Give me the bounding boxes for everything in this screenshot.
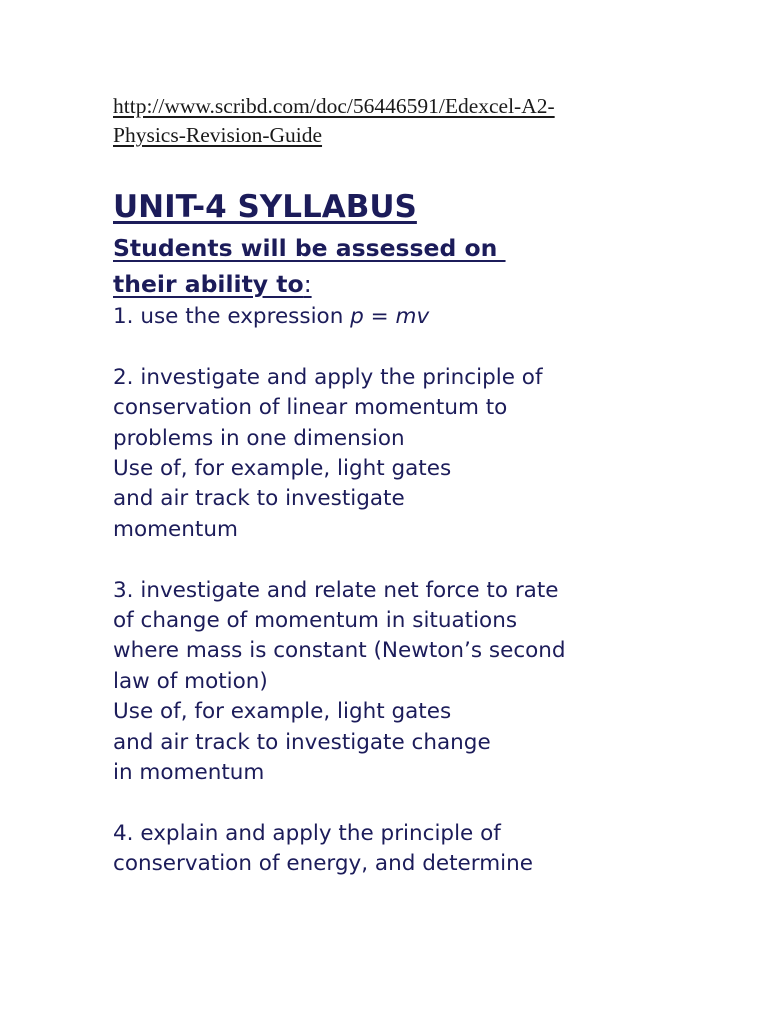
- item-3-line-6: and air track to investigate change: [113, 729, 491, 755]
- source-link-line-1[interactable]: http://www.scribd.com/doc/56446591/Edexcel-A2-: [113, 94, 555, 118]
- item-2-line-5: and air track to investigate: [113, 486, 405, 512]
- item-1: [113, 302, 753, 332]
- item-3-line-3: where mass is constant (Newton’s second: [113, 638, 566, 664]
- item-2-line-3: problems in one dimension: [113, 425, 405, 451]
- subheading-line-2: [113, 266, 506, 302]
- unit-title: UNIT-4 SYLLABUS: [113, 189, 417, 225]
- formula-equals: =: [363, 304, 396, 329]
- item-4-line-1: 4. explain and apply the principle of: [113, 820, 501, 846]
- source-link[interactable]: [113, 92, 673, 150]
- subheading-text-1: Students will be assessed on: [113, 234, 506, 262]
- blank-line: [113, 545, 753, 575]
- subheading-colon: :: [303, 270, 312, 298]
- blank-line: [113, 788, 753, 818]
- item-3-line-5: Use of, for example, light gates: [113, 699, 452, 725]
- item-3-line-7: in momentum: [113, 760, 265, 786]
- item-3-line-2: of change of momentum in situations: [113, 608, 518, 634]
- item-2-line-4: Use of, for example, light gates: [113, 456, 452, 482]
- syllabus-body: [113, 302, 753, 880]
- blank-line: [113, 332, 753, 362]
- formula-mv: mv: [395, 304, 430, 329]
- item-3-line-1: 3. investigate and relate net force to rate: [113, 577, 559, 603]
- item-1-text: 1. use the expression: [113, 304, 351, 329]
- item-2-line-1: 2. investigate and apply the principle of: [113, 364, 543, 390]
- item-4-line-2: conservation of energy, and determine: [113, 851, 533, 877]
- item-2-line-2: conservation of linear momentum to: [113, 395, 508, 421]
- source-link-line-2[interactable]: Physics-Revision-Guide: [113, 123, 323, 147]
- subheading-line-1: [113, 230, 506, 266]
- assessment-subheading: [113, 230, 506, 302]
- formula-p: p: [350, 304, 364, 329]
- item-2-line-6: momentum: [113, 516, 238, 542]
- item-3-line-4: law of motion): [113, 668, 268, 694]
- subheading-text-2: their ability to: [113, 270, 304, 298]
